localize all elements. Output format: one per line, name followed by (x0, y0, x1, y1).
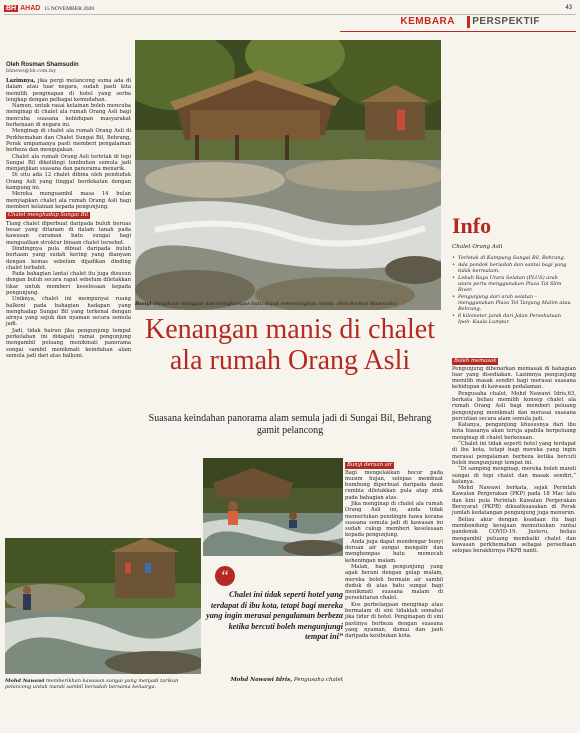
chalet-by-river-illustration (5, 538, 201, 674)
paragraph: “Di samping menginap, mereka boleh mandi sungai di tepi chalet dan masak sendiri,” katanya. (452, 466, 576, 485)
byline: Oleh Rosman Shamsudin (6, 62, 79, 68)
column-middle (345, 462, 443, 640)
pull-quote: Chalet ini tidak seperti hotel yang terdapat di ibu kota, tetapi bagi mereka yang ingin merasai pengalaman berbeza ketika bercuti boleh mengunjungi tempat ini” (206, 590, 343, 641)
subsection-label: PERSPEKTIF (472, 16, 540, 27)
byline-email: bhnews@bh.com.my (6, 69, 57, 74)
info-list (452, 255, 572, 326)
issue-date: 15 NOVEMBER 2020 (44, 6, 95, 12)
caption-text: deruan air mengalir dan menghempas batu dapat menenangkan minda. (151, 301, 336, 307)
paragraph: Kos perbelanjaan menginap atau bermalam di sini tidaklah semahal jika tidur di hotel. Penginapan di sini pastinya berbeza dengan suasana yang nyaman, damai dan jauh daripada kesibukan kota. (345, 601, 443, 640)
lead-word: Lazimnya, (6, 78, 36, 84)
paragraph: Jadi, tidak hairan jika pengunjung tempat perkelahan ini didapati ramai pengunjung mengambil peluang menikmati panorama sungai sambil menikmati keindahan alam semula jadi dari atas balkoni. (6, 327, 131, 359)
pull-quote-attribution (205, 677, 343, 683)
info-subtitle: Chalet Orang Asli (452, 244, 503, 250)
section-rule (340, 31, 576, 32)
paragraph: Katanya, pengunjung khususnya dari ibu kota biasanya akan teruja apabila berpeluang menginap di chalet berkenaan. (452, 422, 576, 441)
paragraph: Tiang chalet diperbuat daripada buluh beruas besar yang ditanam di dalam tanah pada kawasan curaman batu sungai bagi menguatkan struktur binaan chalet tersebut. (6, 220, 131, 246)
paragraph: Chalet ala rumah Orang Asli terletak di tepi Sungai Bil dikelilingi tumbuhan semula jadi menjanjikan suasana dan panorama menarik. (6, 153, 131, 173)
people-river-photo (203, 458, 343, 556)
chalet-photo-caption (5, 678, 201, 690)
info-item: • Terletak di Kampung Sungai Bil, Behrang. (452, 255, 572, 261)
caption-credit: (Foto Rosman Shamsudin) (335, 302, 397, 307)
logo-bh: BH (6, 5, 17, 12)
paragraph: Menginap di chalet ala rumah Orang Asli di Perkhemahan dan Chalet Sungai Bil, Behrang, Perak umpamanya pasti memberi pengalaman berbeza dan mengujakan. (6, 128, 131, 154)
subheading: Boleh memasak (454, 358, 497, 364)
info-item: • Pengunjung dari arah selatan – menggunakan Plaza Tol Tanjung Malim atau Behrang. (452, 294, 572, 312)
paragraph: “Chalet ini tidak seperti hotel yang terdapat di ibu kota, tetapi bagi mereka yang ingin merasai pengalaman berbeza ketika bercuti boleh mengunjungi tempat ini. (452, 441, 576, 466)
caption-text: memberikhan kawasan sungai yang menjadi tarikan pelancong untuk mandi sambil beriadah bersama keluarga. (5, 678, 179, 690)
main-photo-caption (135, 301, 441, 308)
section-divider (467, 16, 470, 28)
deck: Suasana keindahan panorama alam semula jadi di Sungai Bil, Behrang gamit pelancong (148, 413, 432, 436)
text: jika pergi melancong suma ada di dalam atau luar negara, sudah pasti kita memilih penginapan di hotel yang serba lengkap dengan pelbagai kemudahan. (6, 78, 131, 103)
info-title: Info (452, 213, 492, 238)
paragraph (6, 78, 131, 103)
main-photo (135, 40, 441, 310)
quote-mark-icon: “ (215, 566, 235, 586)
newspaper-logo (4, 5, 40, 12)
quote-attr-role: Pengusaha chalet (292, 677, 343, 683)
paragraph: Beliau akur dengan keadaan itu bagi membendung kerajaan memutuskan rantai pandemik COVID-19. Justeru, beliau mengambil peluang membaiki chalet dan kawasan perkhemahan sebagai persediaan selepas berakhirnya PKPB nanti. (452, 516, 576, 555)
paragraph: Pengunjung dibenarkan memasak di bahagian luar yang disediakan. Lazimnya pengunjung memilih masak sendiri bagi merasai suasana kehidupan di kawasan pedalaman. (452, 365, 576, 391)
paragraph: Di situ ada 12 chalet dibina oleh penduduk Orang Asli yang tinggal berdekatan dengan kampung ini. (6, 172, 131, 192)
paragraph: Pengusaha chalet, Mohd Nawawi Idris,63, berkata beliau memilih konsep chalet ala rumah Orang Asli bagi memberi peluang pengunjung menikmati dan merasai suasana percutian secara alam semula jadi. (452, 390, 576, 422)
caption-lead: Bunyi (135, 301, 152, 307)
paragraph: Namun, untuk rasai kelainan boleh mencuba menginap di chalet ala rumah Orang Asli bagi mencuba suasana kehidupan masyarakat berkenaan di negara ini. (6, 103, 131, 129)
paragraph: Pada bahagian lantai chalet itu juga disusun dengan buluh secara rapat sebelum diletakkan tikar untuk memberi keselesaan kepada pengunjung. (6, 271, 131, 296)
subheading: Chalet menghadap Sungai Bil (8, 212, 89, 219)
chalet-photo (5, 538, 201, 674)
page-number: 43 (565, 5, 572, 11)
paragraph: Mohd Nawawi berkata, sejak Perintah Kawalan Pergerakan (PKP) pada 18 Mac lalu dan kini pula Perintah Kawalan Pergerakan Bersyarat (PKPB) dikuatkuasakan di Perak jumlah kedatangan pengunjung juga menurun. (452, 485, 576, 517)
column-left (6, 78, 131, 359)
quote-attr-name: Mohd Nawawi Idris, (230, 677, 293, 683)
subheading: Bunyi deruan air (347, 462, 393, 468)
info-item: • 6 kilometer jarak dari Jalan Persekutuan Ipoh- Kuala Lumpur. (452, 313, 572, 325)
paragraph: Mereka menguambil masa 14 bulan menyiapkan chalet ala rumah Orang Asli bagi memberi kelainan kepada pengunjung. (6, 191, 131, 210)
headline: Kenangan manis di chalet ala rumah Orang Asli (144, 314, 435, 376)
info-item: • Lebuh Raya Utara Selatan (PLUS) arah utara perlu menggunakan Plaza Tol Slim River. (452, 275, 572, 293)
logo-ahad: AHAD (20, 5, 41, 12)
river-chalet-illustration (135, 40, 441, 310)
section-label: KEMBARA (400, 16, 455, 27)
paragraph: Bagi mengelakkan bocor pada musim hujan, selepas membuat bumbung diperbuat daripada daun rumbia diletakkan pula atap zink pada bahagian atas. (345, 469, 443, 501)
paragraph: Anda juga dapat mendengar bunyi deruan air sungai mengalir dan menghempas batu memecah keheningan malam. (345, 538, 443, 564)
caption-lead: Mohd Nawawi (5, 678, 45, 684)
header-rule (4, 14, 576, 15)
paragraph: Uniknya, chalet ini mempunyai ruang balkoni pada bahagian hadapan yang menghadap Sungai Bil yang terkenal dengan airnya yang sejuk dan nyaman secara semula jadi. (6, 296, 131, 328)
column-right (452, 358, 576, 554)
people-in-river-illustration (203, 458, 343, 556)
paragraph: Dindingnya pula dibuat daripada buluh bertaam yang sudah kering yang dianyam dengan kemas sebelum dijadikan dinding chalet terbabit. (6, 245, 131, 271)
paragraph: Malah, bagi pengunjung yang agak berani dengan gelap malam, mereka boleh bermain air sambil duduk di atas batu sungai bagi menikmati suasana malam di persekitaran chalet. (345, 563, 443, 602)
paragraph: Jika menginap di chalet ala rumah Orang Asli ini, anda tidak memerlukan pendingin hawa kerana suasana semula jadi di kawasan ini sudah cukup memberi keselesaan kepada pengunjung. (345, 500, 443, 539)
info-item: • Ada pondok beriadah dan santai bagi yang tidak bermalam. (452, 262, 572, 274)
